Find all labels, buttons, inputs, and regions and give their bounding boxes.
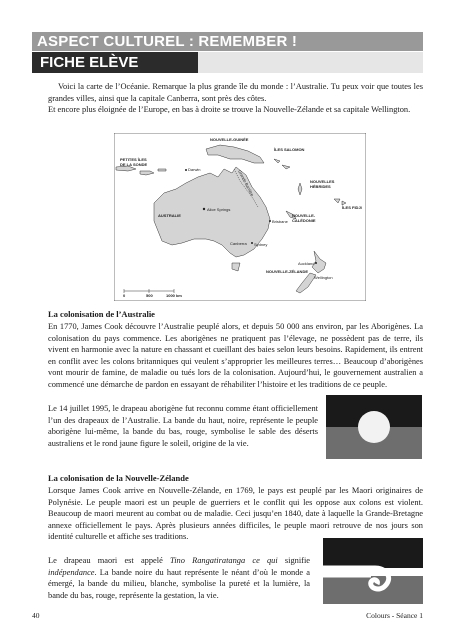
label-sydney: Sydney	[254, 242, 268, 247]
label-petites-iles: PETITES ÎLES	[120, 157, 147, 162]
fiche-label: FICHE ELÈVE	[32, 52, 198, 73]
label-grande-barriere: Grande Barrière	[237, 169, 255, 197]
nz-paragraph-1: Lorsque James Cook arrive en Nouvelle-Zélande, en 1769, le pays est peuplé par les Maori originaires de Polynésie. Le peuple maori est un peuple de guerriers et le conflit qui les oppose aux colons est violent. Beaucoup de maori meurent au combat ou de maladie. Ceci jusqu’en 1840, date à laquelle la Grande-Bretagne annexe officiellement le pays. Après plusieurs années difficiles, le peuple maori retrouve de nos jours son identité culturelle et affiche ses traditions.	[48, 486, 423, 542]
nz-section-title: La colonisation de la Nouvelle-Zélande	[48, 473, 189, 483]
scale-0: 0	[123, 293, 126, 298]
maori-flag	[323, 538, 423, 604]
label-hebrides: HÉBRIDES	[310, 184, 331, 189]
label-de-la-sonde: DE LA SONDE	[120, 162, 148, 167]
label-caledonie: CALÉDONIE	[292, 218, 316, 223]
label-iles-fidji: ÎLES FIDJI	[342, 205, 362, 210]
oceania-map	[114, 133, 366, 301]
page-number: 40	[32, 611, 40, 620]
label-alice-springs: Alice Springs	[207, 207, 231, 212]
label-nouvelle: NOUVELLE-	[292, 213, 316, 218]
australia-section-title: La colonisation de l’Australie	[48, 309, 155, 319]
label-darwin: Darwin	[188, 167, 201, 172]
aboriginal-flag	[326, 395, 422, 459]
subheader-bar	[32, 52, 423, 73]
scale-2: 1000 km	[166, 293, 182, 298]
label-auckland: Auckland	[298, 261, 315, 266]
scale-1: 500	[146, 293, 153, 298]
label-wellington: Wellington	[314, 275, 333, 280]
intro-paragraph-2: Et encore plus éloignée de l’Europe, en bas à droite se trouve la Nouvelle-Zélande et sa capitale Wellington.	[48, 105, 411, 114]
nz-paragraph-2: Le drapeau maori est appelé Tino Rangatiratanga ce qui signifie indépendance. La bande noire du haut représente le néant d’où le monde a émergé, la bande du milieu, blanche, symbolise la pureté et la lumière, la bande du bas, rouge, représente la gestation, la vie.	[48, 556, 311, 600]
label-iles-salomon: ÎLES SALOMON	[274, 147, 305, 152]
label-canberra: Canberra	[230, 241, 247, 246]
footer-label: Colours - Séance 1	[366, 611, 423, 620]
label-nouvelle-zelande: NOUVELLE-ZÉLANDE	[266, 269, 308, 274]
intro-paragraph-1: Voici la carte de l’Océanie. Remarque la plus grande île du monde : l’Australie. Tu peux voir que toutes les grandes villes, ainsi que la capitale Canberra, sont près des côtes.	[48, 82, 423, 103]
label-australie: AUSTRALIE	[158, 213, 181, 218]
label-brisbane: Brisbane	[272, 219, 288, 224]
australia-paragraph-1: En 1770, James Cook découvre l’Australie peuplé alors, et depuis 50 000 ans environ, par les Aborigènes. La colonisation du pays commence. Les aborigènes ne pratiquent pas l’élevage, ne possèdent pas de terre, ils vivent en harmonie avec la nature en chassant et cueillant des baies selon leurs besoins. Rapidement, ils entrent en conflit avec les colons britanniques qui veulent s’approprier les meilleures terres… Beaucoup d’aborigènes vont mourir de famine, de maladie ou tués lors de la colonisation. Aujourd’hui, le gouvernement australien a commencé une démarche de pardon en essayant de réhabiliter l’histoire et les traditions de ce peuple.	[48, 322, 423, 389]
australia-paragraph-2: Le 14 juillet 1995, le drapeau aborigène fut reconnu comme étant officiellement l’un des drapeaux de l’Australie. La bande du haut, noire, représente le peuple aborigène lui-même, la bande du bas, rouge, symbolise le sable des déserts australiens et le rond jaune figure le soleil, origine de la vie.	[48, 404, 318, 448]
section-header: ASPECT CULTUREL : REMEMBER !	[32, 32, 423, 51]
label-nouvelles: NOUVELLES	[310, 179, 335, 184]
label-nouvelle-guinee: NOUVELLE-GUINÉE	[210, 137, 249, 142]
